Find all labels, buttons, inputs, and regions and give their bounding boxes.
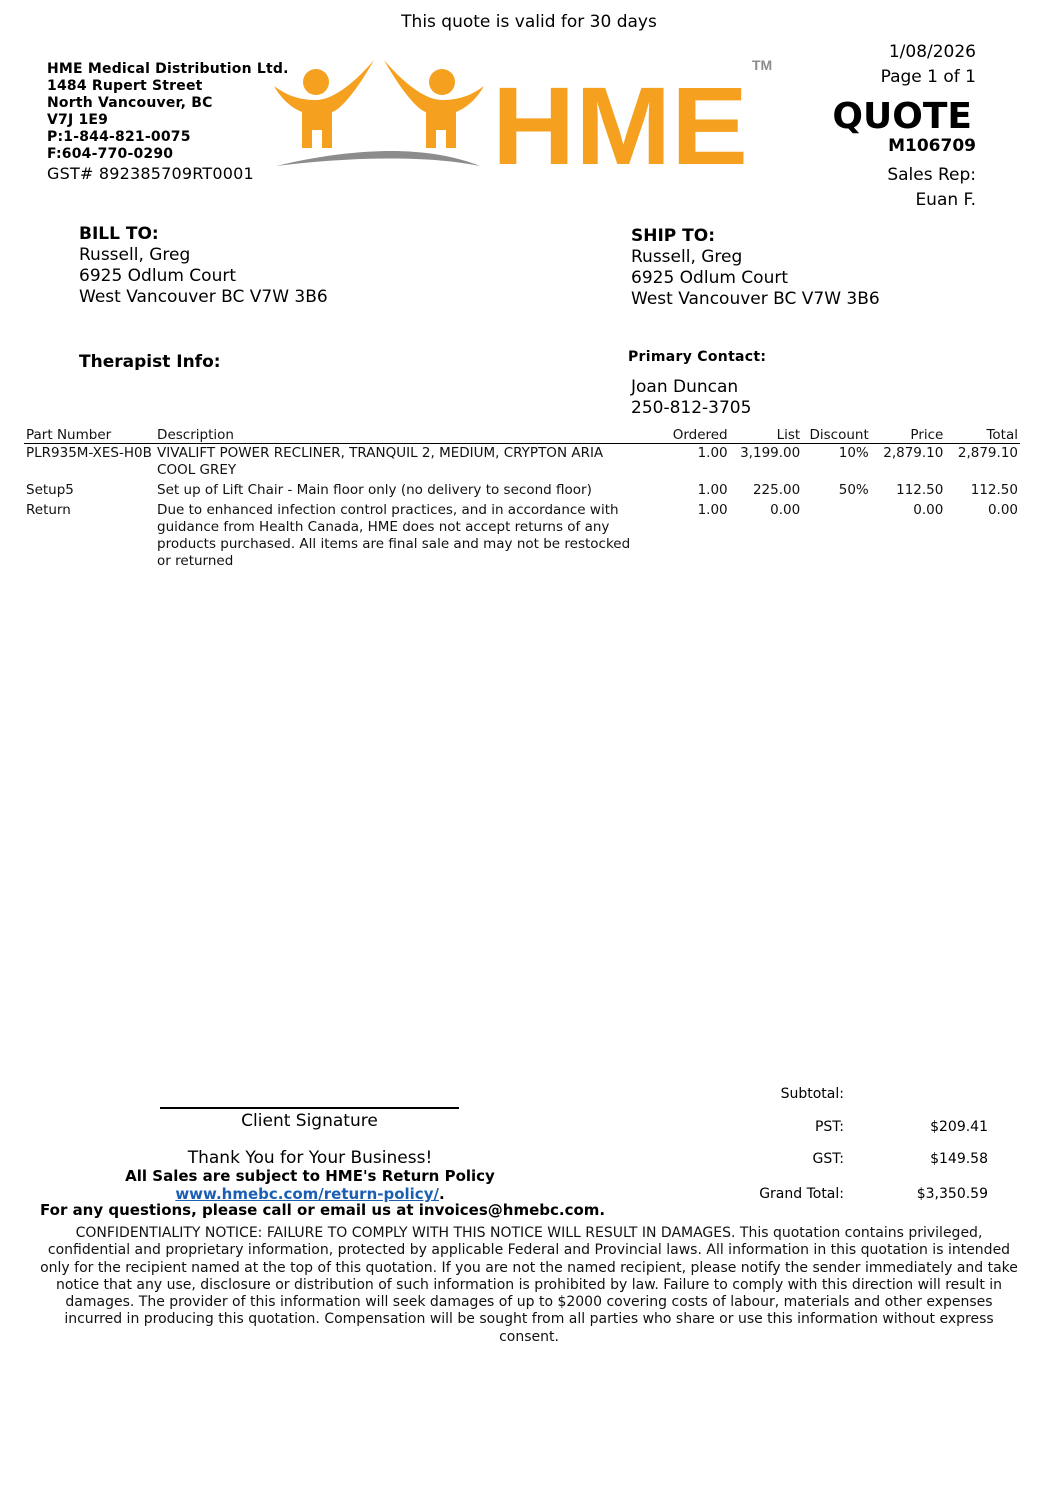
gst-value: $149.58 [930,1151,988,1167]
bill-to-label: BILL TO: [79,224,159,244]
table-row [24,501,1020,572]
pst-value: $209.41 [930,1119,988,1135]
col-price: Price [871,424,946,444]
cell-description: VIVALIFT POWER RECLINER, TRANQUIL 2, MEDIUM, CRYPTON ARIA COOL GREY [157,445,604,478]
bill-to-name: Russell, Greg [79,245,191,265]
logo-tm: TM [752,57,773,73]
table-row [24,481,1020,501]
cell-part: PLR935M-XES-H0B [26,445,152,461]
cell-part: Return [26,502,71,518]
logo-figure-right [384,60,484,148]
cell-list: 225.00 [752,482,801,498]
company-info [47,61,289,182]
cell-list: 0.00 [770,502,801,518]
ship-to-block [631,226,880,310]
pst-label: PST: [814,1119,844,1135]
cell-ordered: 1.00 [697,445,728,461]
col-part-number: Part Number [24,424,155,444]
cell-discount: 10% [838,445,869,461]
ship-to-street: 6925 Odlum Court [631,268,789,288]
company-postal: V7J 1E9 [47,112,109,128]
gst-label: GST: [812,1151,844,1167]
primary-contact-name: Joan Duncan [631,377,739,397]
quote-number: M106709 [888,136,976,156]
cell-ordered: 1.00 [697,482,728,498]
thank-you-message: Thank You for Your Business! [187,1148,433,1168]
sales-rep-name: Euan F. [915,190,976,210]
line-items-table [24,424,1020,572]
cell-price: 0.00 [913,502,944,518]
company-city: North Vancouver, BC [47,95,213,111]
cell-description: Due to enhanced infection control practices, and in accordance with guidance from Health Canada, HME does not accept returns of any products purchased. All items are final sale and may not be restocked or returned [157,502,631,569]
cell-price: 2,879.10 [883,445,944,461]
signature-line [160,1107,459,1109]
bill-to-block [79,224,328,308]
cell-ordered: 1.00 [697,502,728,518]
company-name: HME Medical Distribution Ltd. [47,61,289,77]
company-phone: P:1-844-821-0075 [47,129,191,145]
return-policy-link[interactable]: www.hmebc.com/return-policy/ [175,1185,439,1203]
return-policy-note [40,1167,580,1203]
quote-date: 1/08/2026 [888,42,976,62]
policy-prefix: All Sales are subject to HME's Return Policy [125,1167,495,1185]
col-total: Total [945,424,1020,444]
cell-description: Set up of Lift Chair - Main floor only (no delivery to second floor) [157,482,592,498]
col-description: Description [155,424,633,444]
quote-meta [881,40,976,90]
cell-total: 0.00 [987,502,1018,518]
col-list: List [730,424,803,444]
cell-list: 3,199.00 [740,445,801,461]
cell-price: 112.50 [896,482,944,498]
logo-swoosh [276,151,480,166]
signature-label: Client Signature [241,1111,378,1131]
subtotal-label: Subtotal: [780,1086,844,1102]
validity-notice: This quote is valid for 30 days [401,12,657,32]
table-header-row [24,424,1020,444]
bill-to-street: 6925 Odlum Court [79,266,237,286]
ship-to-name: Russell, Greg [631,247,743,267]
primary-contact-label: Primary Contact: [628,349,767,365]
sales-rep-label: Sales Rep: [887,165,976,185]
confidentiality-notice: CONFIDENTIALITY NOTICE: FAILURE TO COMPLY WITH THIS NOTICE WILL RESULT IN DAMAGES. This quotation contains privileged, confidential and proprietary information, protected by applicable Federal and Provincial laws. All information in this quotation is intended only for the recipient named at the top of this quotation. If you are not the named recipient, please notify the sender immediately and take notice that any use, disclosure or distribution of such information is prohibited by law. Failure to comply with this direction will result in damages. The provider of this information will seek damages of up to $2000 covering costs of labour, materials and other expenses incurred in producing this quotation. Compensation will be sought from all parties who share or use this information without express consent. [40,1225,1018,1345]
cell-discount: 50% [838,482,869,498]
company-gst: GST# 892385709RT0001 [47,164,254,183]
policy-suffix: . [438,1185,445,1203]
contact-questions: For any questions, please call or email us at invoices@hmebc.com. [40,1201,606,1219]
logo-figure-left [274,60,374,148]
company-fax: F:604-770-0290 [47,146,174,162]
cell-total: 2,879.10 [957,445,1018,461]
cell-total: 112.50 [970,482,1018,498]
col-discount: Discount [802,424,871,444]
grand-total-value: $3,350.59 [916,1186,988,1202]
hme-logo [270,52,780,172]
logo-text: HME [492,65,748,172]
ship-to-city: West Vancouver BC V7W 3B6 [631,289,880,309]
grand-total-label: Grand Total: [759,1186,844,1202]
cell-part: Setup5 [26,482,74,498]
primary-contact-phone: 250-812-3705 [631,398,752,418]
cell-discount [802,501,871,572]
page-indicator: Page 1 of 1 [880,67,976,87]
therapist-info-label: Therapist Info: [79,352,221,370]
doc-type-title: QUOTE [832,96,972,137]
col-ordered: Ordered [633,424,730,444]
company-street: 1484 Rupert Street [47,78,203,94]
bill-to-city: West Vancouver BC V7W 3B6 [79,287,328,307]
table-row [24,444,1020,482]
ship-to-label: SHIP TO: [631,226,716,246]
primary-contact-block [631,377,751,419]
